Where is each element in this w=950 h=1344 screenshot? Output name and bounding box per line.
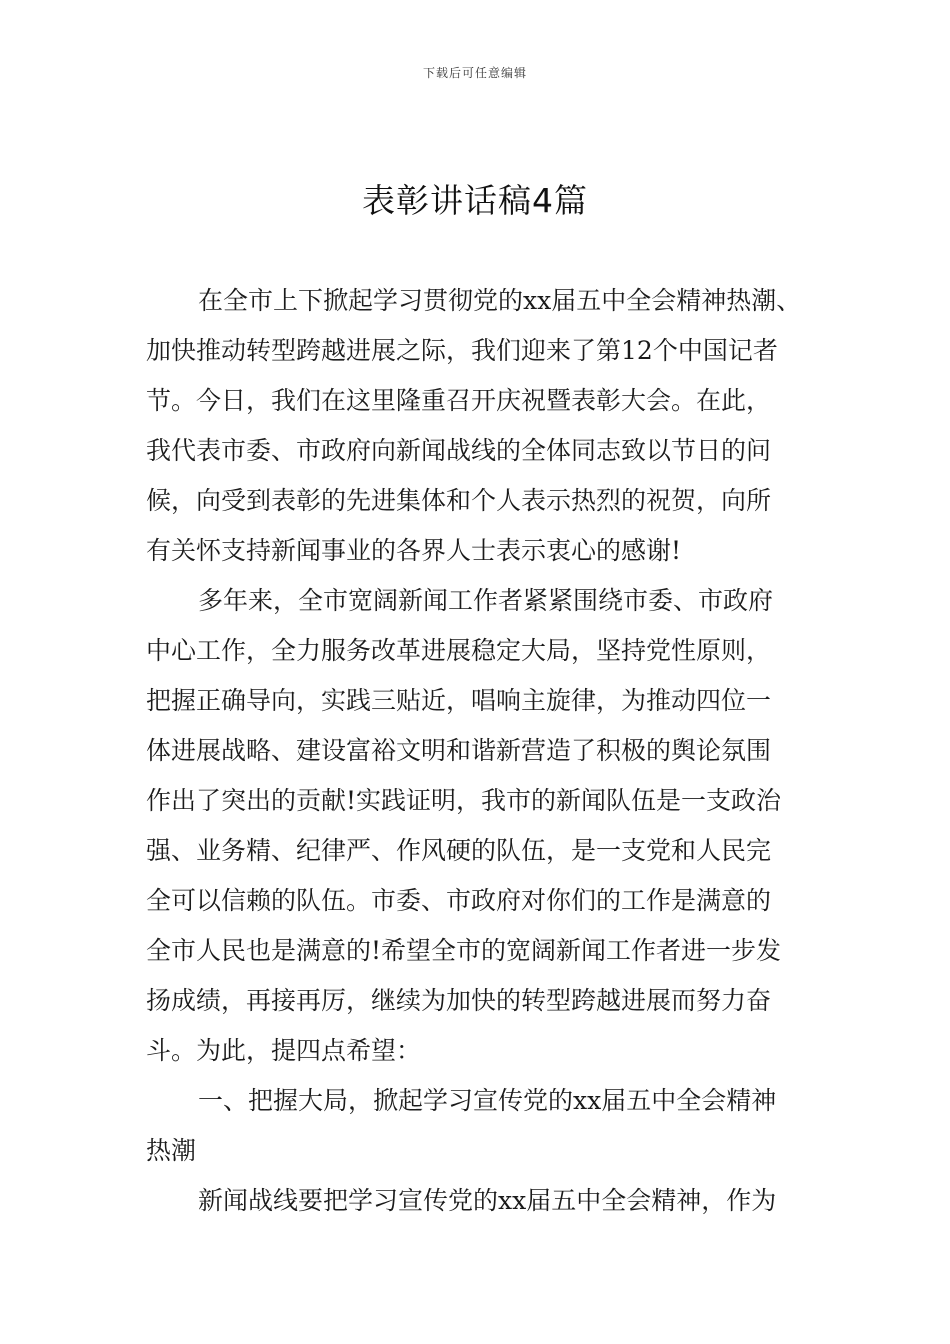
text-line: 全可以信赖的队伍。市委、市政府对你们的工作是满意的 [146, 886, 772, 915]
text-line: 斗。为此，提四点希望： [146, 1036, 422, 1065]
text-line: 候，向受到表彰的先进集体和个人表示热烈的祝贺，向所 [146, 486, 772, 515]
text-line: 体进展战略、建设富裕文明和谐新营造了积极的舆论氛围 [146, 736, 772, 765]
text-line: 热潮 [146, 1136, 197, 1165]
text-line: 中心工作，全力服务改革进展稳定大局，坚持党性原则， [146, 636, 772, 665]
text-line: 强、业务精、纪律严、作风硬的队伍，是一支党和人民完 [146, 836, 772, 865]
header-note: 下载后可任意编辑 [422, 66, 527, 80]
text-line: 有关怀支持新闻事业的各界人士表示衷心的感谢! [146, 536, 682, 565]
text-line: 作出了突出的贡献!实践证明，我市的新闻队伍是一支政治 [146, 786, 782, 815]
document-body [146, 276, 811, 1226]
text-line: 节。今日，我们在这里隆重召开庆祝暨表彰大会。在此， [146, 386, 772, 415]
text-line: 在全市上下掀起学习贯彻党的xx届五中全会精神热潮、 [198, 286, 802, 315]
text-line: 扬成绩，再接再厉，继续为加快的转型跨越进展而努力奋 [146, 986, 772, 1015]
document-title: 表彰讲话稿4篇 [362, 181, 588, 220]
text-line: 新闻战线要把学习宣传党的xx届五中全会精神，作为 [198, 1186, 777, 1215]
text-line: 把握正确导向，实践三贴近，唱响主旋律，为推动四位一 [146, 686, 772, 715]
text-line: 多年来，全市宽阔新闻工作者紧紧围绕市委、市政府 [198, 586, 774, 615]
text-line: 加快推动转型跨越进展之际，我们迎来了第12个中国记者 [146, 336, 778, 365]
text-line: 全市人民也是满意的!希望全市的宽阔新闻工作者进一步发 [146, 936, 782, 965]
text-line: 我代表市委、市政府向新闻战线的全体同志致以节日的问 [146, 436, 772, 465]
text-line: 一、把握大局，掀起学习宣传党的xx届五中全会精神 [198, 1086, 777, 1115]
